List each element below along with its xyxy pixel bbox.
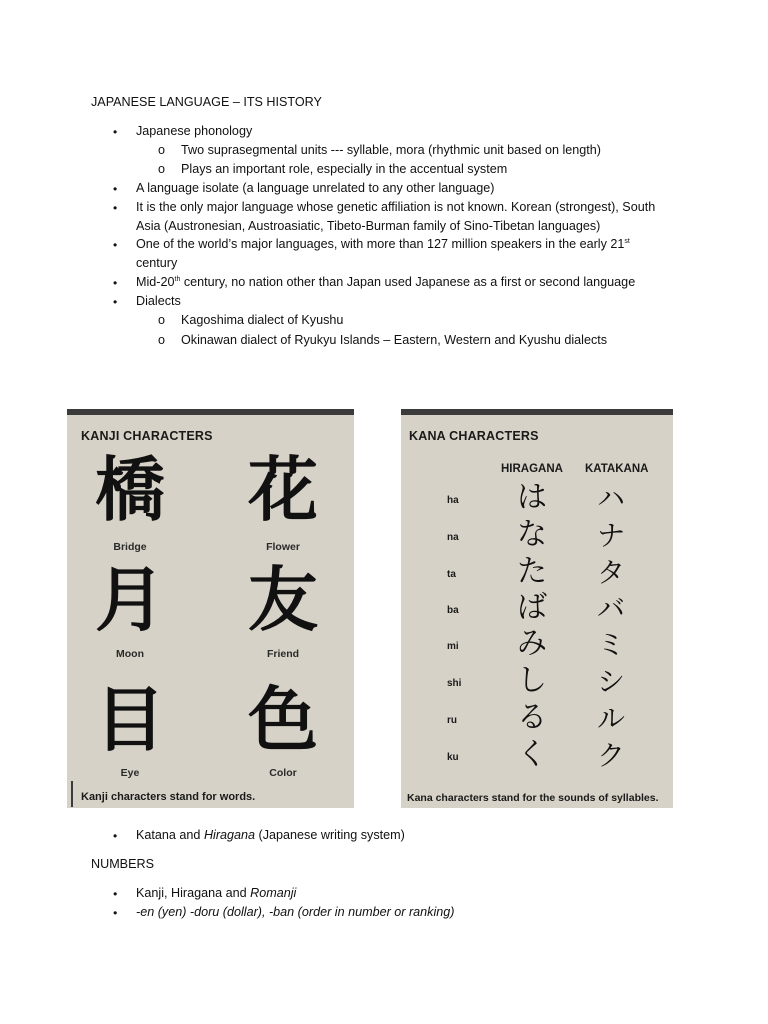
kana-row: [401, 480, 671, 519]
kanji-word: Bridge: [113, 541, 147, 553]
katakana-column-header: KATAKANA: [585, 463, 649, 475]
kanji-glyph: 花: [248, 448, 318, 531]
bullet-phonology: Japanese phonology: [136, 124, 253, 138]
bullet-affiliation-line2: Asia (Austronesian, Austroasiatic, Tibeto-Burman family of Sino-Tibetan languages): [136, 219, 601, 233]
hiragana-glyph: る: [517, 700, 547, 735]
katana-text-italic: Hiragana: [203, 828, 256, 842]
romaji-label: ta: [447, 569, 456, 580]
kanji-characters-image: [67, 409, 354, 808]
mid-text-b: century, no nation other than Japan used Japanese as a first or second language: [180, 275, 636, 289]
bullet-marker: •: [113, 295, 118, 309]
superscript-st: st: [624, 238, 630, 245]
kana-row: [401, 737, 671, 776]
kanji-word: Flower: [266, 541, 300, 553]
sub-bullet-suprasegmental: Two suprasegmental units --- syllable, mora (rhythmic unit based on length): [181, 143, 601, 157]
sub-bullet-marker: o: [158, 333, 166, 347]
bullet-marker: •: [113, 906, 118, 920]
bullet-marker: •: [113, 238, 118, 252]
bullet-affiliation-line1: It is the only major language whose genetic affiliation is not known. Korean (strongest), South: [136, 200, 656, 214]
romaji-label: ru: [447, 715, 457, 726]
bullet-marker: •: [113, 276, 118, 290]
katakana-glyph: ル: [597, 702, 626, 735]
kanji-glyph: 色: [248, 678, 318, 761]
bullet-marker: •: [113, 829, 118, 843]
romaji-label: na: [447, 532, 459, 543]
kana-row: [401, 554, 671, 593]
kana-row: [401, 663, 671, 702]
hiragana-column-header: HIRAGANA: [501, 463, 563, 475]
bullet-kanji-hiragana-romanji: [136, 887, 296, 900]
kanji-glyph: 目: [95, 678, 165, 761]
romaji-label: ba: [447, 605, 459, 616]
sub-bullet-marker: o: [158, 143, 166, 157]
katana-text-c: (Japanese writing system): [255, 828, 405, 842]
bullet-marker: •: [113, 887, 118, 901]
kanji-glyph: 友: [248, 558, 318, 641]
romaji-label: ha: [447, 495, 459, 506]
bullet-en-doru-ban: -en (yen) -doru (dollar), -ban (order in number or ranking): [136, 905, 455, 919]
bullet-isolate: A language isolate (a language unrelated to any other language): [136, 181, 495, 195]
katakana-glyph: ハ: [597, 482, 626, 515]
kanji-word: Color: [269, 767, 297, 779]
romaji-label: mi: [447, 641, 459, 652]
romaji-label: ku: [447, 752, 459, 763]
kanji-word: Eye: [120, 767, 140, 779]
sub-bullet-marker: o: [158, 162, 166, 176]
bullet-major-text: One of the world’s major languages, with more than 127 million speakers in the early 21: [136, 237, 625, 251]
bullet-marker: •: [113, 182, 118, 196]
katakana-glyph: ミ: [597, 628, 626, 661]
numbers-heading: NUMBERS: [91, 857, 154, 871]
kanji-glyph: 月: [95, 558, 165, 641]
katakana-glyph: バ: [597, 592, 626, 625]
katakana-glyph: シ: [597, 665, 626, 698]
bullet-major-line1: [136, 238, 630, 251]
hiragana-glyph: な: [517, 517, 547, 552]
mid-text-a: Mid-20: [136, 275, 175, 289]
kanji-card-title: KANJI CHARACTERS: [81, 429, 213, 443]
hiragana-glyph: ば: [517, 590, 547, 625]
katana-text-a: Katana and: [136, 828, 204, 842]
romaji-label: shi: [447, 678, 462, 689]
katakana-glyph: ク: [597, 739, 626, 772]
bullet-dialects: Dialects: [136, 294, 181, 308]
hiragana-glyph: は: [517, 480, 547, 515]
kana-characters-image: [401, 409, 673, 808]
kana-row: [401, 517, 671, 556]
hiragana-glyph: た: [517, 554, 547, 589]
card-edge-rule: [71, 781, 73, 807]
bullet-mid-20th: [136, 276, 635, 289]
sub-bullet-accentual: Plays an important role, especially in the accentual system: [181, 162, 508, 176]
bullet-katana-hiragana: [136, 829, 405, 842]
katakana-glyph: ナ: [597, 519, 626, 552]
page-title: JAPANESE LANGUAGE – ITS HISTORY: [91, 95, 322, 109]
bullet-major-line2: century: [136, 256, 178, 270]
kanji-glyph: 橋: [95, 448, 165, 531]
kana-row: [401, 626, 671, 665]
hiragana-glyph: く: [517, 737, 547, 772]
numbers-text-italic: Romanji: [250, 886, 297, 900]
hiragana-glyph: み: [517, 626, 547, 661]
kana-card-title: KANA CHARACTERS: [409, 429, 539, 443]
kanji-card-footer: Kanji characters stand for words.: [81, 791, 256, 803]
kanji-word: Moon: [116, 648, 144, 660]
sub-bullet-marker: o: [158, 313, 166, 327]
bullet-marker: •: [113, 125, 118, 139]
numbers-text-a: Kanji, Hiragana and: [136, 886, 251, 900]
hiragana-glyph: し: [517, 663, 547, 698]
superscript-th: th: [174, 276, 181, 283]
sub-bullet-okinawan: Okinawan dialect of Ryukyu Islands – Eastern, Western and Kyushu dialects: [181, 333, 608, 347]
bullet-marker: •: [113, 201, 118, 215]
kana-row: [401, 590, 671, 629]
katakana-glyph: タ: [597, 556, 626, 589]
kana-row: [401, 700, 671, 739]
sub-bullet-kagoshima: Kagoshima dialect of Kyushu: [181, 313, 344, 327]
kanji-word: Friend: [266, 648, 300, 660]
kana-card-footer: Kana characters stand for the sounds of syllables.: [407, 792, 659, 804]
